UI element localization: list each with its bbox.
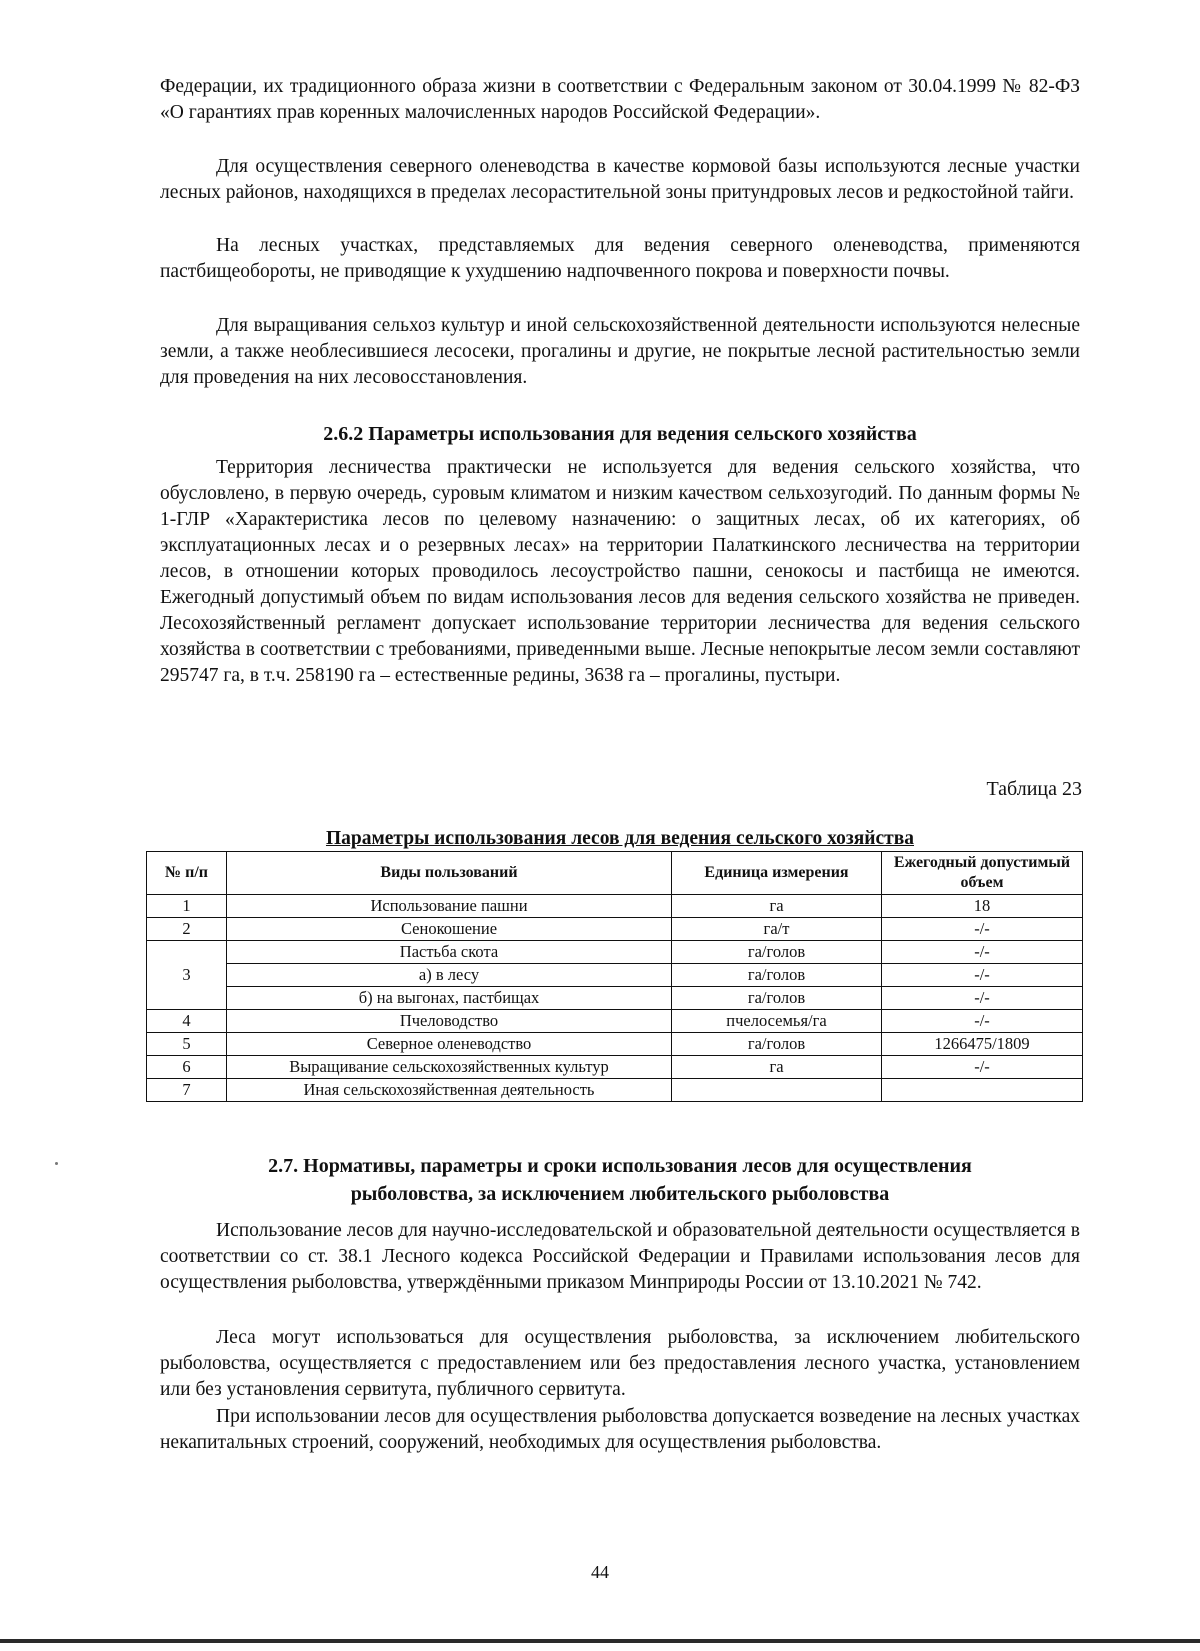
cell-value: -/- bbox=[882, 987, 1083, 1010]
cell-value: 18 bbox=[882, 895, 1083, 918]
cell-unit: га bbox=[672, 895, 882, 918]
cell-unit: га/голов bbox=[672, 964, 882, 987]
cell-value: -/- bbox=[882, 1056, 1083, 1079]
table-row bbox=[147, 941, 1083, 964]
cell-name: Использование пашни bbox=[227, 895, 672, 918]
cell-num: 4 bbox=[147, 1010, 227, 1033]
cell-name: Сенокошение bbox=[227, 918, 672, 941]
cell-unit: га/т bbox=[672, 918, 882, 941]
header-type: Виды пользований bbox=[227, 852, 672, 895]
cell-value: 1266475/1809 bbox=[882, 1033, 1083, 1056]
cell-unit: га bbox=[672, 1056, 882, 1079]
cell-num: 3 bbox=[147, 941, 227, 1010]
cell-num: 6 bbox=[147, 1056, 227, 1079]
table-row bbox=[147, 987, 1083, 1010]
table-caption: Параметры использования лесов для ведения сельского хозяйства bbox=[325, 828, 915, 849]
cell-unit: га/голов bbox=[672, 941, 882, 964]
intro-paragraph-3: На лесных участках, представляемых для ведения северного оленеводства, применяются пастбищеобороты, не приводящие к ухудшению надпочвенного покрова и поверхности почвы. bbox=[160, 235, 1080, 282]
cell-num: 2 bbox=[147, 918, 227, 941]
table-row bbox=[147, 1033, 1083, 1056]
cell-unit: га/голов bbox=[672, 987, 882, 1010]
cell-unit: га/голов bbox=[672, 1033, 882, 1056]
section-2-7-title-line-2: рыболовства, за исключением любительского рыболовства bbox=[350, 1183, 890, 1205]
intro-paragraph-2: Для осуществления северного оленеводства в качестве кормовой базы используются лесные участки лесных районов, находящихся в пределах лесорастительной зоны притундровых лесов и редкостойной тайги. bbox=[160, 156, 1080, 203]
cell-name: Пчеловодство bbox=[227, 1010, 672, 1033]
cell-num: 5 bbox=[147, 1033, 227, 1056]
table-header-row bbox=[147, 852, 1083, 895]
scan-speck bbox=[55, 1162, 58, 1165]
table-label: Таблица 23 bbox=[986, 778, 1082, 800]
table-row bbox=[147, 964, 1083, 987]
cell-name: Северное оленеводство bbox=[227, 1033, 672, 1056]
cell-name: Выращивание сельскохозяйственных культур bbox=[227, 1056, 672, 1079]
table-row bbox=[147, 1079, 1083, 1102]
cell-value: -/- bbox=[882, 964, 1083, 987]
bottom-scan-edge bbox=[0, 1639, 1200, 1643]
cell-value: -/- bbox=[882, 941, 1083, 964]
header-num: № п/п bbox=[147, 852, 227, 895]
cell-value: -/- bbox=[882, 918, 1083, 941]
table-row bbox=[147, 895, 1083, 918]
cell-unit bbox=[672, 1079, 882, 1102]
header-unit: Единица измерения bbox=[672, 852, 882, 895]
table-row bbox=[147, 1056, 1083, 1079]
section-2-7-paragraph-1: Использование лесов для научно-исследовательской и образовательной деятельности осуществляется в соответствии со ст. 38.1 Лесного кодекса Российской Федерации и Правилами использования лесов для осуществления рыболовства, утверждёнными приказом Минприроды России от 13.10.2021 № 742. bbox=[160, 1220, 1080, 1293]
cell-num: 1 bbox=[147, 895, 227, 918]
section-2-7-title-line-1: 2.7. Нормативы, параметры и сроки использования лесов для осуществления bbox=[268, 1155, 972, 1177]
section-2-7-paragraph-3: При использовании лесов для осуществления рыболовства допускается возведение на лесных участках некапитальных строений, сооружений, необходимых для осуществления рыболовства. bbox=[160, 1406, 1080, 1453]
cell-value: -/- bbox=[882, 1010, 1083, 1033]
section-2-7-paragraph-2: Леса могут использоваться для осуществления рыболовства, за исключением любительского рыболовства, осуществляется с предоставлением или без предоставления лесного участка, установлением или без установления сервитута, публичного сервитута. bbox=[160, 1327, 1080, 1400]
section-2-6-2-title: 2.6.2 Параметры использования для ведения сельского хозяйства bbox=[323, 423, 917, 445]
agriculture-params-table bbox=[146, 851, 1083, 1102]
intro-paragraph-4: Для выращивания сельхоз культур и иной сельскохозяйственной деятельности используются нелесные земли, а также необлесившиеся лесосеки, прогалины и другие, не покрытые лесной растительностью земли для проведения на них лесовосстановления. bbox=[160, 315, 1080, 388]
cell-name: Пастьба скота bbox=[227, 941, 672, 964]
header-volume: Ежегодный допустимый объем bbox=[882, 852, 1083, 895]
intro-paragraph-1: Федерации, их традиционного образа жизни в соответствии с Федеральным законом от 30.04.1999 № 82-ФЗ «О гарантиях прав коренных малочисленных народов Российской Федерации». bbox=[160, 76, 1080, 123]
cell-name: б) на выгонах, пастбищах bbox=[227, 987, 672, 1010]
page-number: 44 bbox=[591, 1562, 609, 1582]
cell-value bbox=[882, 1079, 1083, 1102]
table-row bbox=[147, 1010, 1083, 1033]
cell-num: 7 bbox=[147, 1079, 227, 1102]
table-row bbox=[147, 918, 1083, 941]
section-2-6-2-text: Территория лесничества практически не используется для ведения сельского хозяйства, что обусловлено, в первую очередь, суровым климатом и низким качеством сельхозугодий. По данным формы № 1-ГЛР «Характеристика лесов по целевому назначению: о защитных лесах, об их категориях, об эксплуатационных лесах и о резервных лесах» на территории Палаткинского лесничества на территории лесов, в отношении которых проводилось лесоустройство пашни, сенокосы и пастбища не имеются. Ежегодный допустимый объем по видам использования лесов для ведения сельского хозяйства не приведен. Лесохозяйственный регламент допускает использование территории лесничества для ведения сельского хозяйства в соответствии с требованиями, приведенными выше. Лесные непокрытые лесом земли составляют 295747 га, в т.ч. 258190 га – естественные редины, 3638 га – прогалины, пустыри. bbox=[160, 457, 1080, 686]
cell-name: Иная сельскохозяйственная деятельность bbox=[227, 1079, 672, 1102]
cell-unit: пчелосемья/га bbox=[672, 1010, 882, 1033]
cell-name: а) в лесу bbox=[227, 964, 672, 987]
